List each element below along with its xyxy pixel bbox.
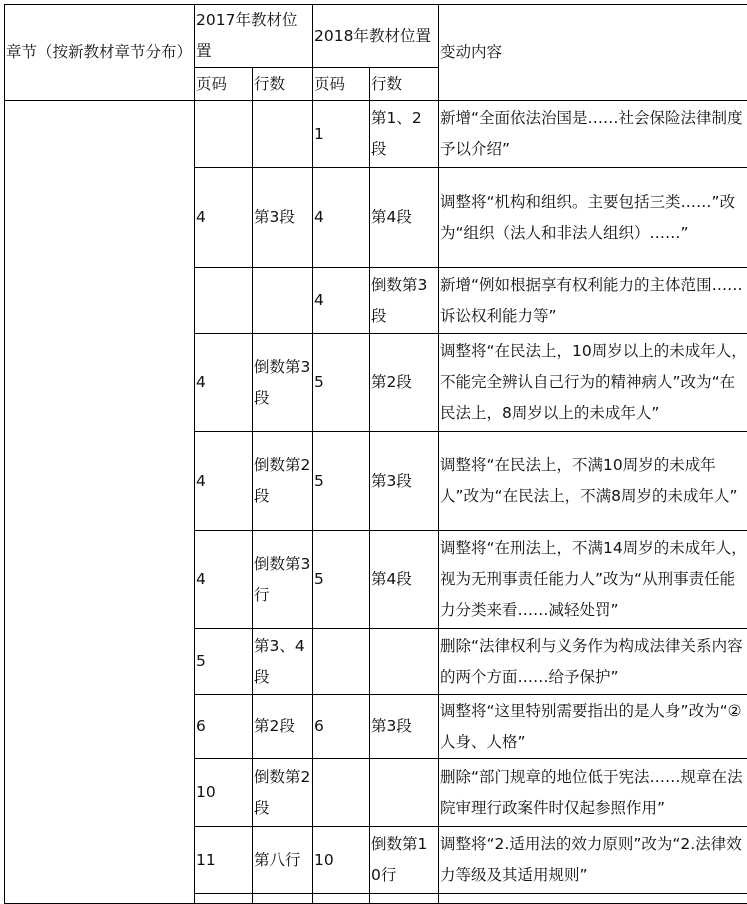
page-2018-cell: 6 bbox=[313, 695, 370, 759]
line-2017-cell: 倒数第3段 bbox=[253, 334, 313, 432]
header-change-content: 变动内容 bbox=[439, 5, 747, 101]
header-2018-line: 行数 bbox=[370, 68, 439, 101]
line-2018-cell: 第3段 bbox=[370, 432, 439, 531]
page-2018-cell bbox=[313, 894, 370, 904]
page-2018-cell: 5 bbox=[313, 432, 370, 531]
line-2018-cell: 第4段 bbox=[370, 531, 439, 629]
header-2017-page: 页码 bbox=[195, 68, 253, 101]
page-2018-cell bbox=[313, 759, 370, 827]
line-2017-cell: 第3、4段 bbox=[253, 629, 313, 695]
page-2017-cell: 4 bbox=[195, 432, 253, 531]
line-2017-cell: 倒数第2段 bbox=[253, 432, 313, 531]
page-2017-cell: 11 bbox=[195, 827, 253, 894]
change-content-cell: 调整将“这里特别需要指出的是人身”改为“②人身、人格” bbox=[439, 695, 747, 759]
header-2018-position: 2018年教材位置 bbox=[313, 5, 439, 68]
line-2017-cell: 倒数第2段 bbox=[253, 759, 313, 827]
change-content-cell: 删除“部门规章的地位低于宪法……规章在法院审理行政案件时仅起参照作用” bbox=[439, 759, 747, 827]
page-2017-cell: 6 bbox=[195, 695, 253, 759]
page-2018-cell: 4 bbox=[313, 268, 370, 334]
page-2017-cell: 4 bbox=[195, 168, 253, 268]
line-2017-cell bbox=[253, 268, 313, 334]
page-2017-cell bbox=[195, 894, 253, 904]
change-table bbox=[4, 4, 747, 904]
table-row bbox=[5, 101, 747, 168]
line-2017-cell: 第3段 bbox=[253, 168, 313, 268]
change-content-cell: 新增“全面依法治国是……社会保险法律制度予以介绍” bbox=[439, 101, 747, 168]
line-2018-cell: 倒数第3段 bbox=[370, 268, 439, 334]
header-row-top bbox=[5, 5, 747, 68]
line-2017-cell: 第八行 bbox=[253, 827, 313, 894]
page-2018-cell: 5 bbox=[313, 531, 370, 629]
line-2018-cell bbox=[370, 629, 439, 695]
header-2017-line: 行数 bbox=[253, 68, 313, 101]
header-2018-page: 页码 bbox=[313, 68, 370, 101]
page-2018-cell bbox=[313, 629, 370, 695]
page-2017-cell: 4 bbox=[195, 334, 253, 432]
line-2018-cell: 第2段 bbox=[370, 334, 439, 432]
line-2018-cell: 第4段 bbox=[370, 168, 439, 268]
page-2017-cell: 10 bbox=[195, 759, 253, 827]
page-2017-cell bbox=[195, 268, 253, 334]
change-content-cell: 调整将“机构和组织。主要包括三类……”改为“组织（法人和非法人组织）……” bbox=[439, 168, 747, 268]
page-2017-cell: 4 bbox=[195, 531, 253, 629]
line-2017-cell bbox=[253, 894, 313, 904]
line-2018-cell: 第3段 bbox=[370, 695, 439, 759]
change-content-cell: 新增“例如根据享有权利能力的主体范围……诉讼权利能力等” bbox=[439, 268, 747, 334]
page-2017-cell bbox=[195, 101, 253, 168]
header-2017-position: 2017年教材位置 bbox=[195, 5, 313, 68]
page-2018-cell: 10 bbox=[313, 827, 370, 894]
line-2017-cell: 倒数第3行 bbox=[253, 531, 313, 629]
change-content-cell: 调整将“在民法上，不满10周岁的未成年人”改为“在民法上，不满8周岁的未成年人” bbox=[439, 432, 747, 531]
page-2018-cell: 1 bbox=[313, 101, 370, 168]
change-content-cell: 调整将“在刑法上，不满14周岁的未成年人，视为无刑事责任能力人”改为“从刑事责任能力分类来看……减轻处罚” bbox=[439, 531, 747, 629]
line-2018-cell: 倒数第10行 bbox=[370, 827, 439, 894]
chapter-cell bbox=[5, 101, 195, 904]
page-2018-cell: 4 bbox=[313, 168, 370, 268]
line-2017-cell: 第2段 bbox=[253, 695, 313, 759]
change-content-cell: 调整将“在民法上，10周岁以上的未成年人，不能完全辨认自己行为的精神病人”改为“在民法上，8周岁以上的未成年人” bbox=[439, 334, 747, 432]
page-2018-cell: 5 bbox=[313, 334, 370, 432]
change-content-cell: 删除“法律权利与义务作为构成法律关系内容的两个方面……给予保护” bbox=[439, 629, 747, 695]
page-2017-cell: 5 bbox=[195, 629, 253, 695]
line-2018-cell bbox=[370, 894, 439, 904]
line-2018-cell bbox=[370, 759, 439, 827]
line-2018-cell: 第1、2段 bbox=[370, 101, 439, 168]
change-content-cell bbox=[439, 894, 747, 904]
line-2017-cell bbox=[253, 101, 313, 168]
header-chapter: 章节（按新教材章节分布） bbox=[5, 5, 195, 101]
change-content-cell: 调整将“2.适用法的效力原则”改为“2.法律效力等级及其适用规则” bbox=[439, 827, 747, 894]
